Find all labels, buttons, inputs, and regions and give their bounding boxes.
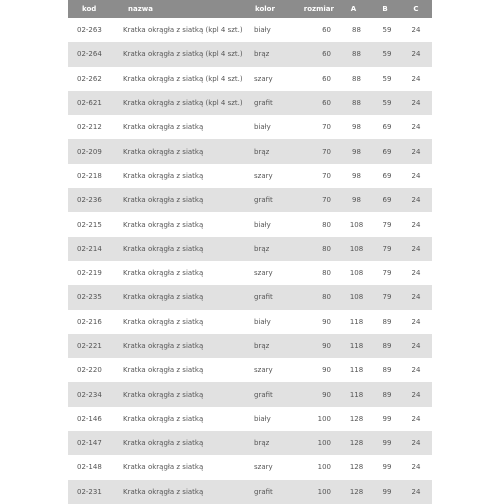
table-row — [68, 139, 432, 163]
table-row — [68, 382, 432, 406]
cell-b: 59 — [382, 50, 392, 59]
cell-nazwa: Kratka okrągła z siatką — [123, 244, 204, 253]
cell-nazwa: Kratka okrągła z siatką — [123, 342, 204, 350]
cell-kolor: grafit — [254, 293, 273, 302]
cell-kolor: biały — [254, 414, 271, 423]
cell-kod: 02-621 — [77, 99, 102, 108]
cell-kolor: grafit — [254, 487, 273, 496]
cell-b: 59 — [382, 74, 392, 83]
table-row — [68, 188, 432, 212]
cell-b: 69 — [382, 123, 392, 132]
cell-a: 108 — [349, 293, 364, 302]
cell-nazwa: Kratka okrągła z siatką — [123, 147, 204, 156]
cell-rozmiar: 70 — [322, 196, 331, 205]
cell-c: 24 — [411, 50, 421, 59]
cell-b: 69 — [382, 147, 392, 156]
cell-kod: 02-147 — [77, 439, 102, 448]
table-row — [68, 42, 432, 66]
cell-c: 24 — [411, 439, 421, 448]
cell-a: 88 — [352, 74, 361, 83]
cell-rozmiar: 90 — [322, 390, 331, 399]
cell-a: 88 — [352, 99, 361, 108]
cell-nazwa: Kratka okrągła z siatką — [123, 220, 204, 229]
cell-a: 98 — [352, 171, 361, 180]
cell-kolor: szary — [254, 269, 273, 278]
cell-kod: 02-262 — [77, 74, 102, 83]
cell-c: 24 — [411, 366, 421, 375]
table-row — [68, 91, 432, 115]
table-row — [68, 407, 432, 431]
cell-c: 24 — [411, 317, 421, 326]
cell-kolor: grafit — [254, 196, 273, 205]
cell-nazwa: Kratka okrągła z siatką — [123, 439, 204, 448]
cell-rozmiar: 60 — [322, 99, 331, 108]
cell-c: 24 — [411, 26, 421, 35]
cell-a: 128 — [349, 439, 364, 448]
cell-c: 24 — [411, 269, 421, 278]
cell-a: 128 — [349, 463, 364, 472]
cell-b: 99 — [382, 439, 392, 448]
cell-kod: 02-146 — [77, 414, 102, 423]
table-row — [68, 285, 432, 309]
cell-b: 59 — [382, 99, 392, 108]
cell-c: 24 — [411, 293, 421, 302]
cell-kod: 02-235 — [77, 293, 102, 302]
table-row — [68, 115, 432, 139]
cell-kod: 02-231 — [77, 487, 102, 496]
cell-kod: 02-221 — [77, 342, 102, 350]
cell-b: 69 — [382, 196, 392, 205]
cell-c: 24 — [411, 74, 421, 83]
cell-c: 24 — [411, 487, 421, 496]
product-table-container — [68, 0, 432, 504]
table-row — [68, 237, 432, 261]
cell-kolor: grafit — [254, 99, 273, 108]
cell-b: 89 — [382, 342, 392, 350]
cell-rozmiar: 80 — [322, 293, 331, 302]
cell-kolor: biały — [254, 123, 271, 132]
cell-b: 99 — [382, 414, 392, 423]
cell-b: 59 — [382, 26, 392, 35]
cell-kolor: szary — [254, 366, 273, 375]
cell-rozmiar: 70 — [322, 147, 331, 156]
cell-a: 128 — [349, 487, 364, 496]
cell-a: 88 — [352, 26, 361, 35]
cell-rozmiar: 90 — [322, 366, 331, 375]
cell-b: 99 — [382, 487, 392, 496]
cell-kolor: brąz — [254, 244, 270, 253]
table-row — [68, 212, 432, 236]
header-rozmiar: rozmiar — [303, 5, 334, 13]
cell-c: 24 — [411, 147, 421, 156]
table-header-row — [68, 0, 432, 18]
cell-rozmiar: 100 — [317, 463, 331, 472]
product-table — [68, 0, 432, 504]
cell-b: 79 — [382, 220, 392, 229]
cell-c: 24 — [411, 123, 421, 132]
cell-nazwa: Kratka okrągła z siatką — [123, 366, 204, 375]
header-c: C — [413, 5, 419, 13]
cell-c: 24 — [411, 196, 421, 205]
cell-nazwa: Kratka okrągła z siatką (kpl 4 szt.) — [123, 99, 243, 108]
cell-kod: 02-216 — [77, 317, 102, 326]
cell-kod: 02-219 — [77, 269, 102, 278]
cell-kolor: szary — [254, 74, 273, 83]
cell-c: 24 — [411, 171, 421, 180]
cell-kolor: szary — [254, 171, 273, 180]
cell-rozmiar: 80 — [322, 220, 331, 229]
cell-c: 24 — [411, 342, 421, 350]
cell-kod: 02-264 — [77, 50, 102, 59]
cell-kod: 02-220 — [77, 366, 102, 375]
cell-kod: 02-234 — [77, 390, 102, 399]
cell-kolor: szary — [254, 463, 273, 472]
cell-nazwa: Kratka okrągła z siatką — [123, 487, 204, 496]
header-nazwa: nazwa — [128, 5, 153, 13]
table-row — [68, 334, 432, 358]
cell-a: 118 — [349, 342, 364, 350]
table-row — [68, 358, 432, 382]
cell-kolor: biały — [254, 26, 271, 35]
cell-nazwa: Kratka okrągła z siatką — [123, 171, 204, 180]
cell-kod: 02-236 — [77, 196, 102, 205]
cell-rozmiar: 100 — [317, 487, 331, 496]
cell-nazwa: Kratka okrągła z siatką — [123, 196, 204, 205]
cell-b: 79 — [382, 244, 392, 253]
cell-c: 24 — [411, 220, 421, 229]
cell-kod: 02-215 — [77, 220, 102, 229]
header-a: A — [350, 5, 357, 13]
cell-a: 98 — [352, 147, 361, 156]
cell-a: 108 — [349, 244, 364, 253]
table-row — [68, 310, 432, 334]
cell-nazwa: Kratka okrągła z siatką — [123, 123, 204, 132]
cell-kod: 02-214 — [77, 244, 102, 253]
cell-nazwa: Kratka okrągła z siatką — [123, 390, 204, 399]
cell-a: 118 — [349, 317, 364, 326]
cell-kod: 02-212 — [77, 123, 102, 132]
cell-nazwa: Kratka okrągła z siatką — [123, 293, 204, 302]
cell-kolor: brąz — [254, 342, 270, 350]
cell-nazwa: Kratka okrągła z siatką — [123, 463, 204, 472]
header-kod: kod — [82, 5, 97, 13]
table-row — [68, 18, 432, 42]
cell-c: 24 — [411, 99, 421, 108]
cell-b: 79 — [382, 269, 392, 278]
cell-kod: 02-263 — [77, 26, 102, 35]
cell-kolor: grafit — [254, 390, 273, 399]
cell-a: 128 — [349, 414, 364, 423]
table-row — [68, 455, 432, 479]
cell-b: 89 — [382, 317, 392, 326]
cell-nazwa: Kratka okrągła z siatką — [123, 414, 204, 423]
cell-kolor: brąz — [254, 147, 270, 156]
cell-kod: 02-218 — [77, 171, 102, 180]
cell-rozmiar: 90 — [322, 317, 331, 326]
cell-kod: 02-148 — [77, 463, 102, 472]
table-row — [68, 431, 432, 455]
cell-nazwa: Kratka okrągła z siatką (kpl 4 szt.) — [123, 26, 243, 35]
cell-rozmiar: 60 — [322, 74, 331, 83]
header-b: B — [382, 5, 388, 13]
cell-kolor: brąz — [254, 50, 270, 59]
table-row — [68, 67, 432, 91]
table-body — [68, 18, 432, 504]
table-row — [68, 261, 432, 285]
cell-b: 89 — [382, 366, 392, 375]
cell-rozmiar: 100 — [317, 439, 331, 448]
cell-rozmiar: 70 — [322, 171, 331, 180]
header-kolor: kolor — [255, 5, 275, 13]
cell-rozmiar: 80 — [322, 244, 331, 253]
cell-kolor: biały — [254, 220, 271, 229]
cell-a: 98 — [352, 196, 361, 205]
cell-nazwa: Kratka okrągła z siatką — [123, 317, 204, 326]
cell-c: 24 — [411, 463, 421, 472]
cell-a: 98 — [352, 123, 361, 132]
cell-nazwa: Kratka okrągła z siatką (kpl 4 szt.) — [123, 50, 243, 59]
cell-kod: 02-209 — [77, 147, 102, 156]
cell-rozmiar: 90 — [322, 342, 331, 350]
cell-rozmiar: 70 — [322, 123, 331, 132]
cell-a: 108 — [349, 269, 364, 278]
cell-a: 88 — [352, 50, 361, 59]
cell-rozmiar: 100 — [317, 414, 331, 423]
table-row — [68, 480, 432, 504]
table-row — [68, 164, 432, 188]
cell-nazwa: Kratka okrągła z siatką (kpl 4 szt.) — [123, 74, 243, 83]
cell-a: 108 — [349, 220, 364, 229]
cell-kolor: brąz — [254, 439, 270, 448]
cell-c: 24 — [411, 414, 421, 423]
cell-b: 99 — [382, 463, 392, 472]
cell-b: 89 — [382, 390, 392, 399]
cell-rozmiar: 60 — [322, 26, 331, 35]
cell-a: 118 — [349, 366, 364, 375]
cell-b: 69 — [382, 171, 392, 180]
cell-c: 24 — [411, 390, 421, 399]
cell-kolor: biały — [254, 317, 271, 326]
cell-c: 24 — [411, 244, 421, 253]
cell-a: 118 — [349, 390, 364, 399]
cell-b: 79 — [382, 293, 392, 302]
cell-nazwa: Kratka okrągła z siatką — [123, 269, 204, 278]
cell-rozmiar: 60 — [322, 50, 331, 59]
cell-rozmiar: 80 — [322, 269, 331, 278]
